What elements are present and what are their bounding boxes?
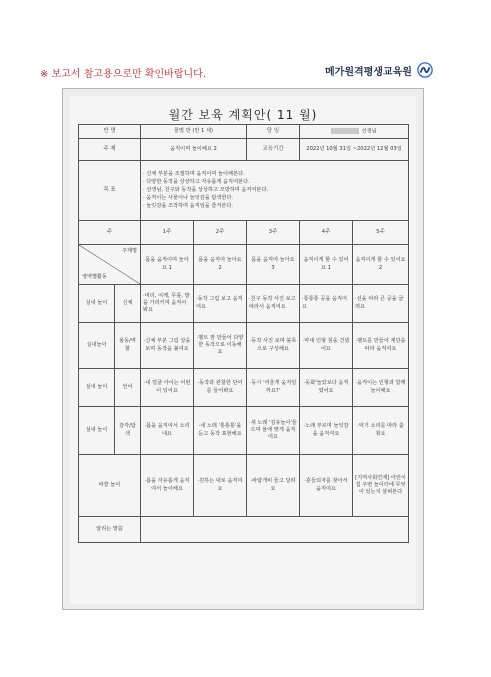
activity-row: [79, 323, 409, 369]
area-sub: 율동/역할: [115, 323, 141, 369]
sub-theme-label: 주제명: [121, 248, 137, 254]
week-header: 2주: [194, 221, 247, 245]
plan-table: [78, 124, 409, 543]
area-name: 실내 놀이: [79, 369, 115, 407]
activity-cell: ·악기 소리를 따라 춤춰요: [353, 407, 409, 455]
notice-text: ※ 보고서 참고용으로만 확인바랍니다.: [40, 69, 206, 80]
activity-cell: ·벨트 잠 만들어 다양한 동작으로 이동해요: [194, 323, 247, 369]
redacted-name: [331, 128, 359, 134]
teacher-label: 담 임: [247, 125, 300, 139]
activity-cell: ·몸을 자유롭게 움직여서 놀이해요: [141, 455, 194, 517]
teacher-value: 선생님: [361, 128, 377, 135]
goal-item: · 선생님, 친구와 동작을 상상하고 모방하며 움직여본다.: [143, 186, 269, 193]
goal-item: · 움직이는 사물이나 놀잇감을 탐색한다.: [143, 195, 234, 201]
sub-theme: 움직이게 할 수 있어요 1: [300, 245, 353, 285]
activity-cell: ·훈들되자를 찾아서 움직여요: [300, 455, 353, 517]
activity-cell: ·선을 따라 큰 공을 굴려요: [353, 285, 409, 323]
teacher-cell: [300, 125, 409, 139]
goal-list: [141, 161, 409, 221]
goal-label: 목 표: [79, 161, 141, 221]
theme-label: 주 제: [79, 139, 141, 161]
area-sub: 언어: [115, 369, 141, 407]
brand-logo-icon: [416, 62, 434, 78]
area-name: 실내놀이: [79, 323, 115, 369]
activity-cell: ·머리, 어깨, 무릎, 발을 가리키며 움직이봐요: [141, 285, 194, 323]
notes-row: [79, 517, 409, 543]
brand-name: 메가원격평생교육원: [325, 66, 412, 78]
brand: [325, 62, 434, 78]
period-label: 교육기간: [247, 139, 300, 161]
activity-cell: ·새 노래 '김유놀이'들으며 율에 맞게 움직여요: [247, 407, 300, 455]
activity-cell: ·벨트를 만들어 계단을 따라 움직여요: [353, 323, 409, 369]
activity-row: [79, 455, 409, 517]
area-sub: 감각/탐색: [115, 407, 141, 455]
diagonal-header: [79, 245, 141, 285]
activity-row: [79, 369, 409, 407]
week-header: 4주: [300, 221, 353, 245]
goal-item: · 놀잇감을 조작하며 움직임을 즐겨본다.: [143, 203, 234, 210]
theme-value: 움직이며 놀이해요 2: [141, 139, 247, 161]
page-title: 월간 보육 계획안( 11 월): [168, 108, 318, 122]
plan-sheet: [70, 96, 416, 604]
activity-cell: ·동작 그림 보고 움직여요: [194, 285, 247, 323]
activity-cell: ·동시 '여울게 움직일까요?': [247, 369, 300, 407]
activity-cell: ·친구 동작 사진 보고 따라서 움직여요: [247, 285, 300, 323]
sub-theme-row: [79, 245, 409, 285]
activity-cell: ·동화'놀았보다 움직였어요: [300, 369, 353, 407]
notes-cell: [141, 517, 409, 543]
activity-cell: ·내 얼굴 아이는 어떤 이 있어요: [141, 369, 194, 407]
week-label: 주: [79, 221, 141, 245]
activity-cell: ·움직이는 인형과 함께 놀이해요: [353, 369, 409, 407]
sub-theme: 움직이게 할 수 있어요 2: [353, 245, 409, 285]
activity-cell: ·노래 부르며 놀잇감을 움직여요: [300, 407, 353, 455]
class-value: 꿀벌 반 (만 1 세): [141, 125, 247, 139]
activity-cell: ·통통통 공을 움직여요: [300, 285, 353, 323]
activity-cell: ·몸을 움직여서 소리 내요: [141, 407, 194, 455]
week-header: 5주: [353, 221, 409, 245]
area-sub: 신체: [115, 285, 141, 323]
sub-theme: 몸을 움직이며 놀아요 1: [141, 245, 194, 285]
activity-row: [79, 285, 409, 323]
activity-cell: ·동작과 관찰한 단어를 들어봐요: [194, 369, 247, 407]
activity-cell: [지역사회연계] 어린이집 주변 놀이터에 무엇이 있는지 살펴본다: [353, 455, 409, 517]
goal-row: [79, 161, 409, 221]
area-name: 실내 놀이: [79, 407, 115, 455]
activity-cell: ·새 노래 '통통통'을 듣고 동작 표현해요: [194, 407, 247, 455]
goal-item: · 다양한 동작을 상상하고 자유롭게 움직여본다.: [143, 178, 250, 185]
week-header: 1주: [141, 221, 194, 245]
activity-cell: ·신체 부분 그림 상을 보며 동작을 붙여요: [141, 323, 194, 369]
activity-cell: ·동작 사진 보며 블록으로 구성해요: [247, 323, 300, 369]
goal-item: · 신체 부분을 조절하며 움직이며 놀이해본다.: [143, 170, 245, 177]
area-name: 바깥 놀이: [79, 455, 141, 517]
class-label: 반 명: [79, 125, 141, 139]
notes-label: 알리는 말씀: [79, 517, 141, 543]
week-header: 3주: [247, 221, 300, 245]
sub-theme: 몸을 움직여 놀아요 2: [194, 245, 247, 285]
class-row: [79, 125, 409, 139]
area-name: 실내 놀이: [79, 285, 115, 323]
theme-row: [79, 139, 409, 161]
sub-theme: 몸을 움직여 놀아요 3: [247, 245, 300, 285]
period-value: 2022년 10월 31일 ~2022년 12월 03일: [300, 139, 409, 161]
week-row: [79, 221, 409, 245]
area-label: 영역별활동: [82, 273, 108, 280]
activity-row: [79, 407, 409, 455]
activity-cell: ·악대 인형 침을 건넸어요: [300, 323, 353, 369]
activity-cell: ·원하는 대로 움직여요: [194, 455, 247, 517]
activity-cell: ·바람개비 들고 달려요: [247, 455, 300, 517]
